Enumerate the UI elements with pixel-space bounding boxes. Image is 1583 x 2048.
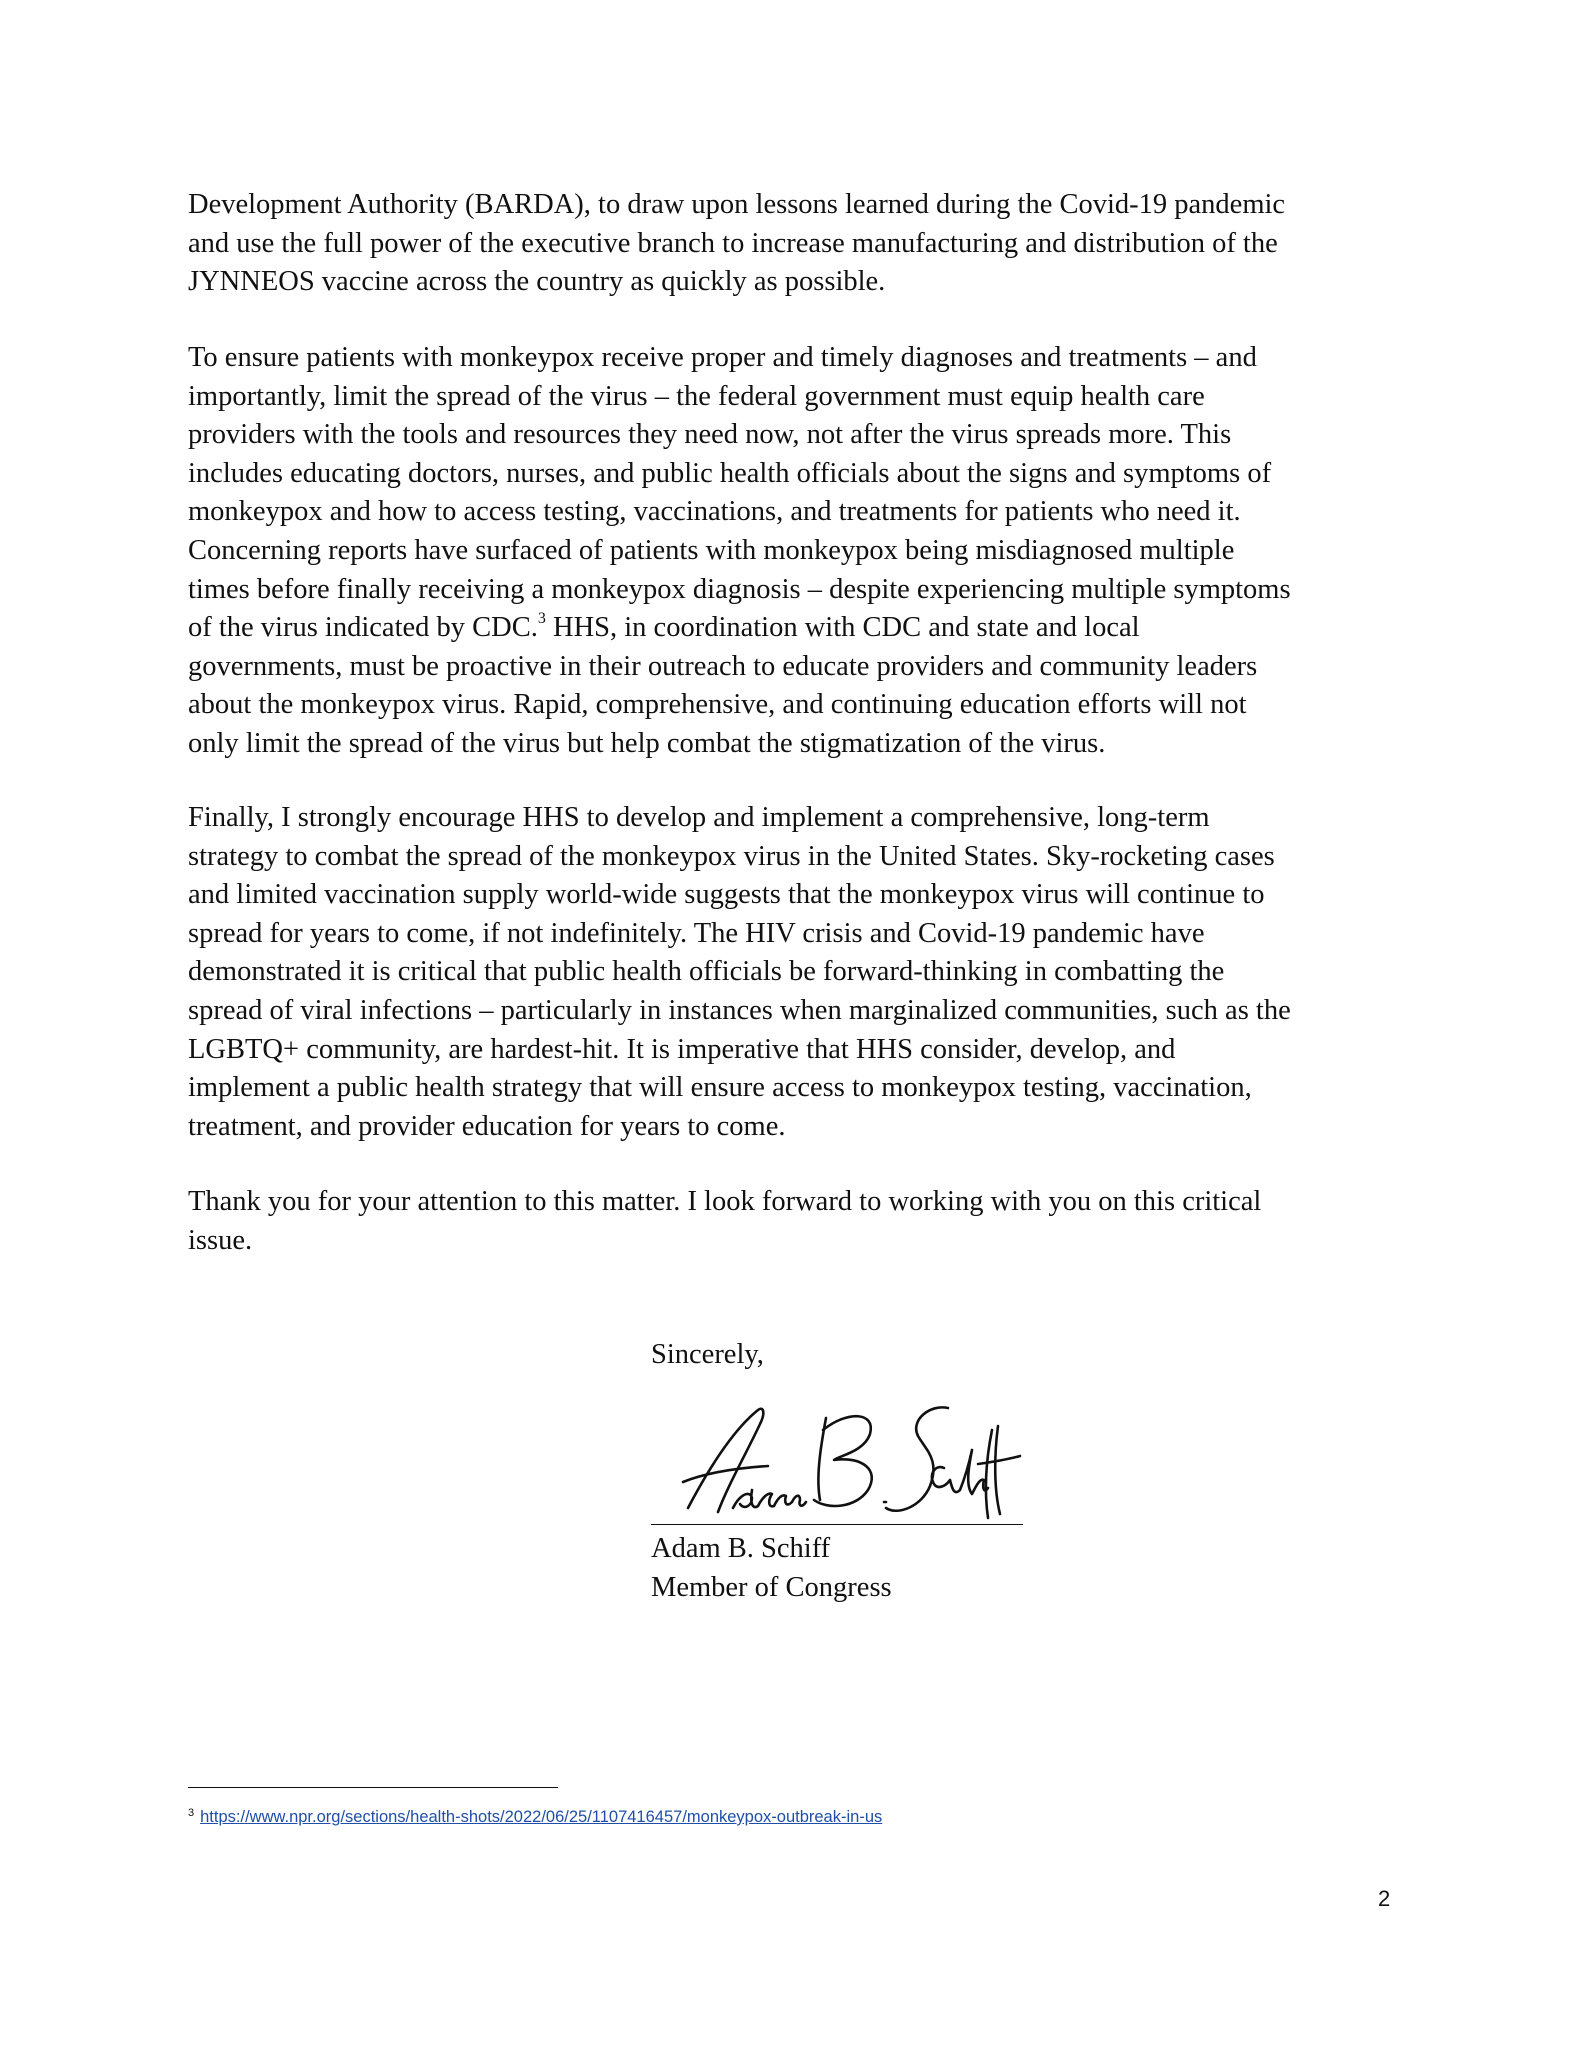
paragraph-line: Thank you for your attention to this matter. I look forward to working with you on this critical xyxy=(188,1186,1262,1217)
paragraph-line: implement a public health strategy that will ensure access to monkeypox testing, vaccination, xyxy=(188,1072,1252,1104)
paragraph-line: Development Authority (BARDA), to draw upon lessons learned during the Covid-19 pandemic xyxy=(188,189,1286,220)
paragraph-line: demonstrated it is critical that public health officials be forward-thinking in combatting the xyxy=(188,956,1225,988)
footnote-divider xyxy=(188,1787,558,1788)
paragraph-line: about the monkeypox virus. Rapid, comprehensive, and continuing education efforts will not xyxy=(188,689,1247,721)
paragraph-line: and use the full power of the executive branch to increase manufacturing and distribution of the xyxy=(188,227,1278,259)
paragraph-line: governments, must be proactive in their outreach to educate providers and community leaders xyxy=(188,650,1258,682)
paragraph-thank-you xyxy=(188,1183,1418,1260)
paragraph-provider-education xyxy=(188,339,1418,764)
paragraph-line: Finally, I strongly encourage HHS to develop and implement a comprehensive, long-term xyxy=(188,802,1210,833)
paragraph-line: and limited vaccination supply world-wide suggests that the monkeypox virus will continue to xyxy=(188,879,1265,911)
paragraph-line: JYNNEOS vaccine across the country as quickly as possible. xyxy=(188,266,886,298)
paragraph-line: importantly, limit the spread of the virus – the federal government must equip health care xyxy=(188,380,1205,412)
signer-title: Member of Congress xyxy=(651,1572,892,1603)
paragraph-line: providers with the tools and resources they need now, not after the virus spreads more. This xyxy=(188,419,1232,451)
paragraph-line: LGBTQ+ community, are hardest-hit. It is imperative that HHS consider, develop, and xyxy=(188,1033,1176,1065)
paragraph-line: treatment, and provider education for years to come. xyxy=(188,1110,786,1142)
paragraph-line-with-footnote xyxy=(188,609,1418,648)
page-number: 2 xyxy=(1378,1886,1391,1911)
handwritten-signature xyxy=(648,1390,1026,1530)
closing-salutation: Sincerely, xyxy=(651,1339,764,1370)
signer-name: Adam B. Schiff xyxy=(651,1533,831,1564)
signature-line xyxy=(651,1524,1023,1525)
paragraph-line: includes educating doctors, nurses, and public health officials about the signs and symptoms of xyxy=(188,457,1272,489)
paragraph-barda xyxy=(188,186,1418,302)
line-text: HHS, in coordination with CDC and state and local xyxy=(545,612,1140,644)
footnote-number: 3 xyxy=(188,1807,195,1819)
paragraph-line: Concerning reports have surfaced of patients with monkeypox being misdiagnosed multiple xyxy=(188,534,1235,566)
paragraph-line: To ensure patients with monkeypox receive proper and timely diagnoses and treatments – and xyxy=(188,342,1257,373)
paragraph-line: spread of viral infections – particularly in instances when marginalized communities, such as the xyxy=(188,994,1291,1026)
paragraph-line: times before finally receiving a monkeypox diagnosis – despite experiencing multiple symptoms xyxy=(188,573,1291,605)
footnote-link[interactable]: https://www.npr.org/sections/health-shots/2022/06/25/1107416457/monkeypox-outbreak-in-us xyxy=(200,1808,883,1826)
footnote xyxy=(188,1802,882,1828)
paragraph-line: only limit the spread of the virus but help combat the stigmatization of the virus. xyxy=(188,727,1106,759)
footnote-reference[interactable]: 3 xyxy=(537,610,546,628)
paragraph-line: spread for years to come, if not indefinitely. The HIV crisis and Covid-19 pandemic have xyxy=(188,917,1205,949)
paragraph-long-term-strategy xyxy=(188,799,1418,1146)
paragraph-line: strategy to combat the spread of the monkeypox virus in the United States. Sky-rocketing cases xyxy=(188,840,1275,872)
paragraph-line: issue. xyxy=(188,1224,253,1256)
line-text: of the virus indicated by CDC. xyxy=(188,612,538,644)
paragraph-line: monkeypox and how to access testing, vaccinations, and treatments for patients who need it. xyxy=(188,496,1241,528)
